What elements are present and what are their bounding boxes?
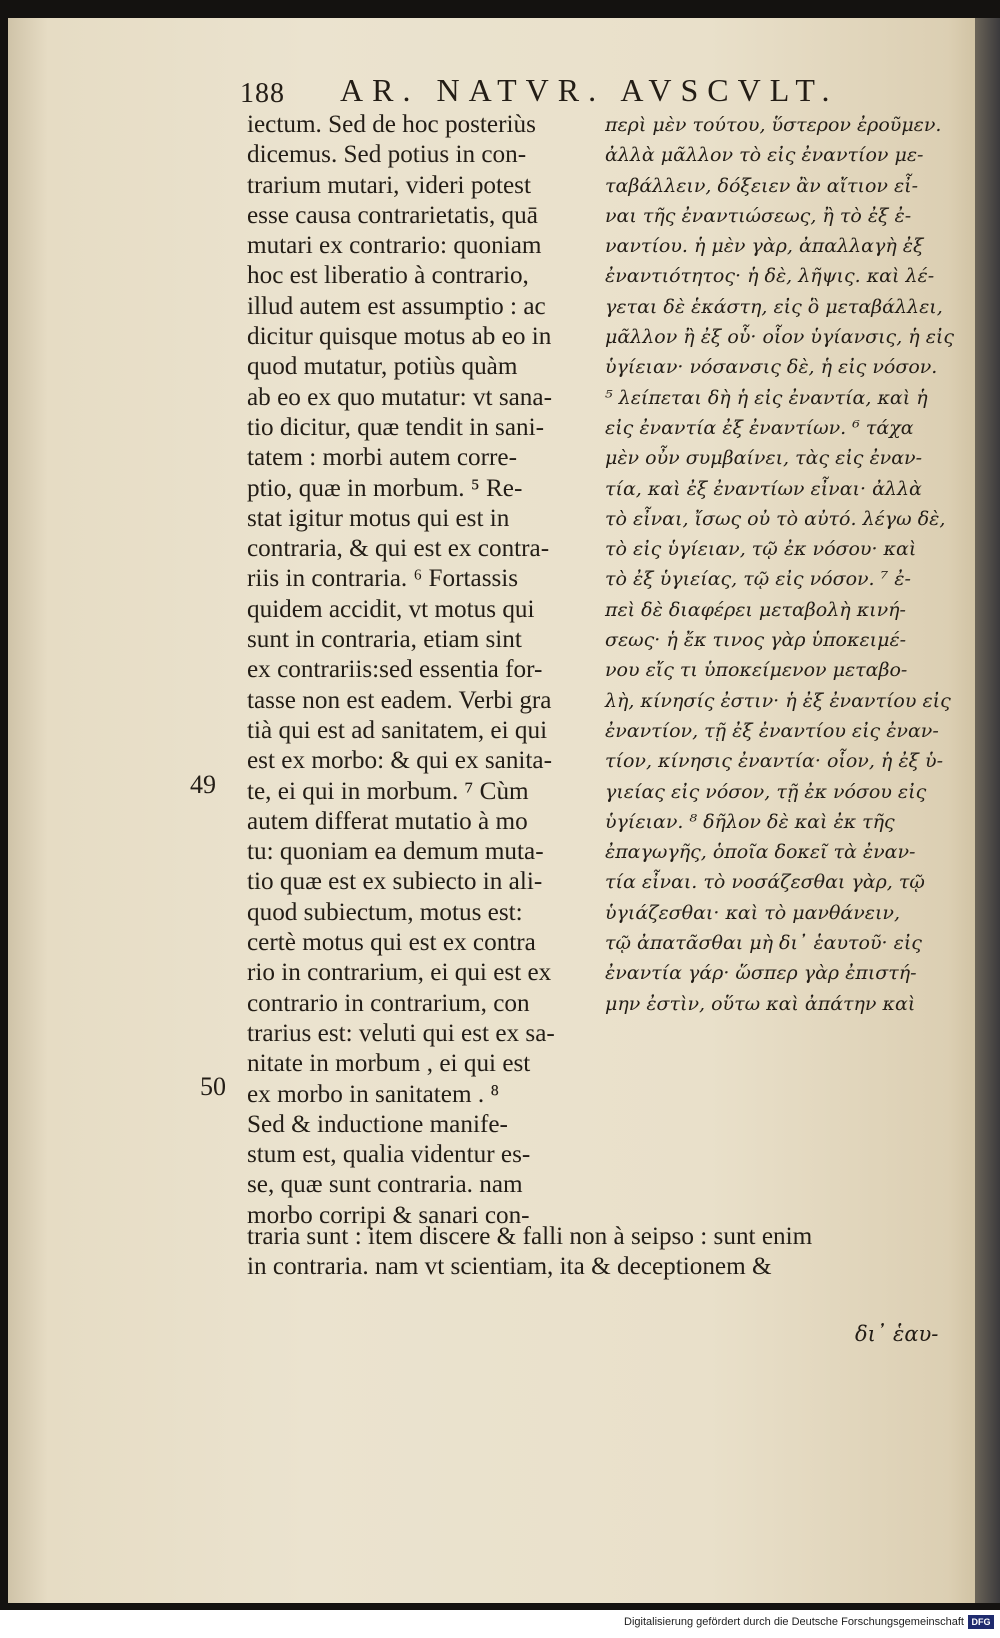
latin-text-line: illud autem est assumptio : ac xyxy=(247,292,546,320)
greek-text-line: ⁵ λείπεται δὴ ἡ εἰς ἐναντία, καὶ ἡ xyxy=(605,386,928,409)
latin-text-line: quod subiectum, motus est: xyxy=(247,898,523,926)
latin-text-line: dicitur quisque motus ab eo in xyxy=(247,323,552,351)
greek-text-line: μᾶλλον ἢ ἐξ οὗ· οἷον ὑγίανσις, ἡ εἰς xyxy=(605,326,954,349)
greek-text-line: ἐναντίον, τῇ ἐξ ἐναντίου εἰς ἐναν- xyxy=(605,719,939,742)
latin-text-line: se, quæ sunt contraria. nam xyxy=(247,1171,523,1199)
latin-text-line: sunt in contraria, etiam sint xyxy=(247,626,522,654)
latin-text-line: ptio, quæ in morbum. ⁵ Re- xyxy=(247,474,523,502)
footer-credit: Digitalisierung gefördert durch die Deutsche Forschungsgemeinschaft xyxy=(624,1616,964,1628)
greek-text-line: μην ἐστὶν, οὕτω καὶ ἀπάτην καὶ xyxy=(605,992,916,1015)
latin-text-line: tià qui est ad sanitatem, ei qui xyxy=(247,716,548,744)
latin-text-line: quod mutatur, potiùs quàm xyxy=(247,353,518,381)
greek-column xyxy=(605,110,954,1019)
latin-text-line: ab eo ex quo mutatur: vt sana- xyxy=(247,383,552,411)
greek-text-line: ἐναντία γάρ· ὥσπερ γὰρ ἐπιστή- xyxy=(605,962,917,985)
greek-text-line: ναντίου. ἡ μὲν γὰρ, ἀπαλλαγὴ ἐξ xyxy=(605,235,924,258)
page-header xyxy=(240,72,960,114)
full-width-text-line: in contraria. nam vt scientiam, ita & deceptionem & xyxy=(247,1253,772,1281)
latin-text-line: iectum. Sed de hoc posteriùs xyxy=(247,111,536,138)
greek-text-line: περὶ μὲν τούτου, ὕστερον ἐροῦμεν. xyxy=(605,114,942,136)
latin-text-line: autem differat mutatio à mo xyxy=(247,807,528,835)
latin-text-line: riis in contraria. ⁶ Fortassis xyxy=(247,565,519,593)
greek-text-line: τία εἶναι. τὸ νοσάζεσθαι γὰρ, τῷ xyxy=(605,871,925,894)
greek-text-line: γιείας εἰς νόσον, τῇ ἐκ νόσου εἰς xyxy=(605,780,927,803)
latin-text-line: mutari ex contrario: quoniam xyxy=(247,232,542,260)
full-width-lines xyxy=(247,1222,947,1283)
latin-text-line: contrario in contrarium, con xyxy=(247,989,530,1017)
latin-text-line: stum est, qualia videntur es- xyxy=(247,1141,531,1169)
book-edge xyxy=(975,18,1000,1603)
latin-text-line: stat igitur motus qui est in xyxy=(247,504,510,532)
latin-text-line: rio in contrarium, ei qui est ex xyxy=(247,959,552,987)
dfg-logo: DFG xyxy=(968,1615,994,1629)
latin-text-line: te, ei qui in morbum. ⁷ Cùm xyxy=(247,777,529,805)
greek-text-line: εἰς ἐναντία ἐξ ἐναντίων. ⁶ τάχα xyxy=(605,416,914,439)
latin-text-line: tasse non est eadem. Verbi gra xyxy=(247,686,552,714)
latin-column xyxy=(247,110,582,1231)
greek-text-line: ὑγίειαν· νόσανσις δὲ, ἡ εἰς νόσον. xyxy=(605,356,938,379)
latin-text-line: tio quæ est ex subiecto in ali- xyxy=(247,868,543,896)
greek-text-line: τία, καὶ ἐξ ἐναντίων εἶναι· ἀλλὰ xyxy=(605,477,922,500)
greek-text-line: τῷ ἀπατᾶσθαι μὴ δι᾽ ἑαυτοῦ· εἰς xyxy=(605,932,922,955)
latin-text-line: certè motus qui est ex contra xyxy=(247,929,536,957)
greek-text-line: πεὶ δὲ διαφέρει μεταβολὴ κινή- xyxy=(605,598,906,621)
greek-text-line: τίον, κίνησις ἐναντία· οἷον, ἡ ἐξ ὑ- xyxy=(605,750,944,773)
latin-text-line: trarius est: veluti qui est ex sa- xyxy=(247,1019,555,1047)
latin-text-line: Sed & inductione manife- xyxy=(247,1110,508,1138)
margin-number-49: 49 xyxy=(190,770,216,799)
greek-text-line: τὸ εἶναι, ἴσως οὐ τὸ αὐτό. λέγω δὲ, xyxy=(605,507,946,530)
greek-text-line: μὲν οὖν συμβαίνει, τὰς εἰς ἐναν- xyxy=(605,447,923,470)
latin-text-line: trarium mutari, videri potest xyxy=(247,171,531,199)
greek-text-line: ὑγιάζεσθαι· καὶ τὸ μανθάνειν, xyxy=(605,901,901,924)
latin-text-line: quidem accidit, vt motus qui xyxy=(247,595,535,623)
latin-text-line: nitate in morbum , ei qui est xyxy=(247,1050,531,1078)
full-width-text-line: traria sunt : item discere & falli non à seipso : sunt enim xyxy=(247,1223,813,1250)
greek-text-line: νου εἴς τι ὑποκείμενον μεταβο- xyxy=(605,659,908,682)
greek-text-line: ταβάλλειν, δόξειεν ἂν αἴτιον εἶ- xyxy=(605,174,919,197)
greek-text-line: ὑγίειαν. ⁸ δῆλον δὲ καὶ ἐκ τῆς xyxy=(605,810,895,833)
latin-text-line: hoc est liberatio à contrario, xyxy=(247,262,529,290)
greek-text-line: ἀλλὰ μᾶλλον τὸ εἰς ἐναντίον με- xyxy=(605,144,924,167)
running-title: AR. NATVR. AVSCVLT. xyxy=(340,72,839,108)
greek-text-line: ναι τῆς ἐναντιώσεως, ἢ τὸ ἐξ ἐ- xyxy=(605,204,912,227)
greek-text-line: ἐπαγωγῆς, ὁποῖα δοκεῖ τὰ ἐναν- xyxy=(605,841,916,864)
latin-text-line: esse causa contrarietatis, quā xyxy=(247,201,538,229)
greek-text-line: σεως· ἡ ἔκ τινος γὰρ ὑποκειμέ- xyxy=(605,629,907,652)
latin-text-line: tio dicitur, quæ tendit in sani- xyxy=(247,413,545,441)
greek-text-line: γεται δὲ ἑκάστη, εἰς ὃ μεταβάλλει, xyxy=(605,295,943,318)
latin-text-line: est ex morbo: & qui ex sanita- xyxy=(247,747,552,775)
catchword: δι᾽ ἑαυ- xyxy=(855,1322,939,1346)
greek-text-line: τὸ εἰς ὑγίειαν, τῷ ἐκ νόσου· καὶ xyxy=(605,538,917,561)
greek-text-line: ἐναντιότητος· ἡ δὲ, λῆψις. καὶ λέ- xyxy=(605,265,935,288)
latin-text-line: contraria, & qui est ex contra- xyxy=(247,535,550,563)
latin-text-line: tu: quoniam ea demum muta- xyxy=(247,838,544,866)
greek-text-line: λὴ, κίνησίς ἐστιν· ἡ ἐξ ἐναντίου εἰς xyxy=(605,689,951,712)
latin-text-line: tatem : morbi autem corre- xyxy=(247,444,517,472)
latin-text-line: morbo corripi & sanari con- xyxy=(247,1201,530,1229)
greek-text-line: τὸ ἐξ ὑγιείας, τῷ εἰς νόσον. ⁷ ἐ- xyxy=(605,568,911,591)
latin-text-line: ex contrariis:sed essentia for- xyxy=(247,656,543,684)
latin-text-line: dicemus. Sed potius in con- xyxy=(247,141,527,169)
page-number: 188 xyxy=(240,78,285,109)
margin-number-50: 50 xyxy=(200,1072,226,1101)
footer-bar xyxy=(0,1610,1000,1638)
latin-text-line: ex morbo in sanitatem . ⁸ xyxy=(247,1080,500,1108)
